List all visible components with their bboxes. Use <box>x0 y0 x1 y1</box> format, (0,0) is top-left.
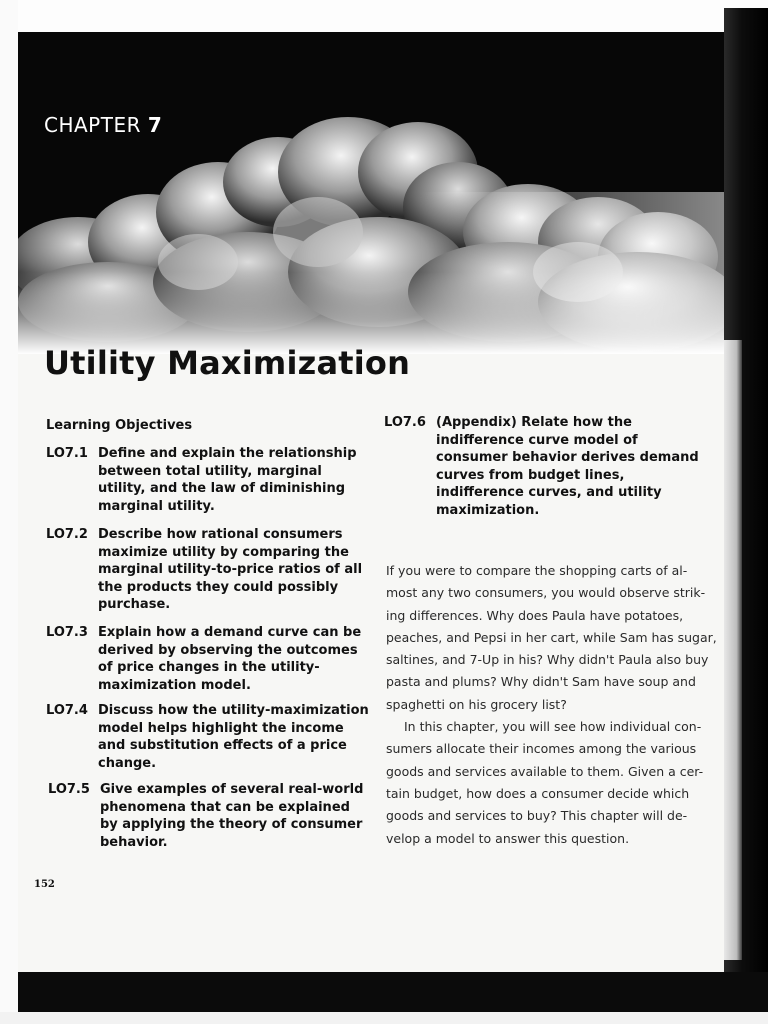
objective-line: Define and explain the relationship <box>98 446 357 461</box>
objective-line: (Appendix) Relate how the <box>436 415 632 430</box>
body-line: most any two consumers, you would observe strik- <box>386 585 706 601</box>
objective-line: curves from budget lines, <box>436 467 625 483</box>
objective-line: utility, and the law of diminishing <box>98 481 346 496</box>
chapter-number: 7 <box>147 113 163 137</box>
objective-line: phenomena that can be explained <box>100 799 350 815</box>
objective-line: model helps highlight the income <box>98 720 344 736</box>
body-line: goods and services to buy? This chapter will de- <box>386 808 688 824</box>
objective-line: maximization. <box>436 502 540 518</box>
body-line: velop a model to answer this question. <box>386 830 630 846</box>
objective-line: indifference curves, and utility <box>436 485 662 500</box>
body-line: pasta and plums? Why didn't Sam have soup and <box>386 674 696 690</box>
objective-code: LO7.5 <box>48 782 90 797</box>
objective-line: indifference curve model of <box>436 432 638 448</box>
objective-line: of price changes in the utility- <box>98 660 320 675</box>
scan-left-margin <box>0 0 18 1024</box>
chapter-title: Utility Maximization <box>44 344 411 382</box>
page-edge-shading <box>724 340 742 960</box>
learning-objectives-heading: Learning Objectives <box>46 418 193 433</box>
objective-line: and substitution effects of a price <box>98 738 347 753</box>
objective-code: LO7.1 <box>46 446 88 461</box>
scan-top-margin <box>0 0 768 32</box>
objective-line: Describe how rational consumers <box>98 527 343 542</box>
body-line: spaghetti on his grocery list? <box>386 696 567 712</box>
objective-line: Explain how a demand curve can be <box>98 625 362 640</box>
objective-line: Discuss how the utility-maximization <box>98 703 369 718</box>
objective-line: derived by observing the outcomes <box>98 642 358 658</box>
objective-line: Give examples of several real-world <box>100 782 364 797</box>
chapter-word: CHAPTER <box>44 113 141 137</box>
objective-line: by applying the theory of consumer <box>100 817 363 832</box>
body-line: If you were to compare the shopping carts of al- <box>386 563 688 578</box>
body-line: In this chapter, you will see how individual con- <box>404 719 702 735</box>
page-number: 152 <box>34 879 55 890</box>
objective-line: maximization model. <box>98 677 251 693</box>
body-line: saltines, and 7-Up in his? Why didn't Paula also buy <box>386 652 709 668</box>
scan-bottom-margin <box>0 1012 768 1024</box>
objective-line: consumer behavior derives demand <box>436 450 699 465</box>
cloud-header-image <box>18 32 724 354</box>
objective-line: marginal utility. <box>98 498 215 514</box>
objective-line: purchase. <box>98 597 171 612</box>
objective-line: behavior. <box>100 834 168 850</box>
objective-code: LO7.2 <box>46 527 88 542</box>
objective-code: LO7.4 <box>46 703 88 718</box>
objective-line: change. <box>98 755 157 771</box>
body-line: sumers allocate their incomes among the various <box>386 741 697 757</box>
objective-line: the products they could possibly <box>98 579 339 595</box>
chapter-introduction <box>386 560 717 850</box>
objective-line: between total utility, marginal <box>98 463 322 479</box>
objective-code: LO7.3 <box>46 625 88 640</box>
body-line: peaches, and Pepsi in her cart, while Sam has sugar, <box>386 629 717 645</box>
body-line: ing differences. Why does Paula have potatoes, <box>386 607 684 623</box>
body-line: tain budget, how does a consumer decide which <box>386 785 690 801</box>
objective-line: maximize utility by comparing the <box>98 544 349 560</box>
chapter-label <box>44 113 162 137</box>
clouds-illustration <box>18 32 724 354</box>
body-line: goods and services available to them. Given a cer- <box>386 763 704 779</box>
objective-line: marginal utility-to-price ratios of all <box>98 562 363 577</box>
objective-code: LO7.6 <box>384 415 426 430</box>
